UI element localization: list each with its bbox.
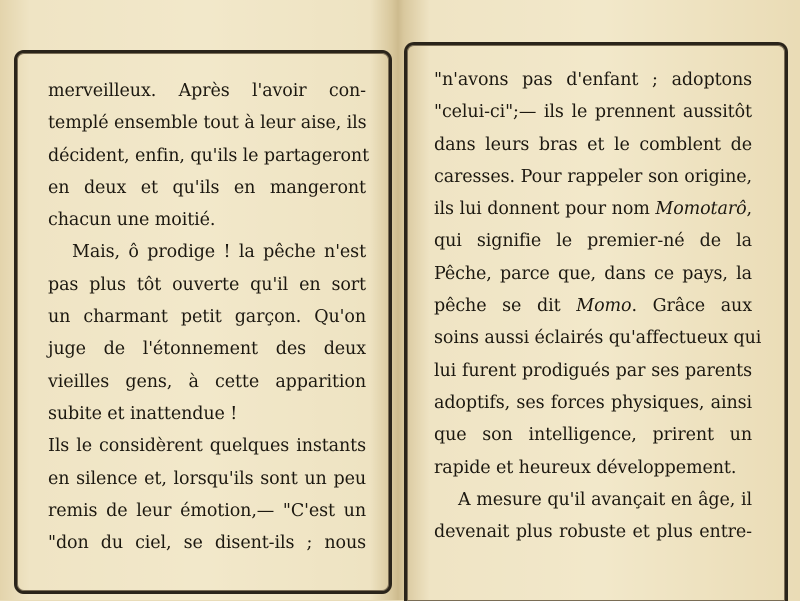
text-line: dans leurs bras et le comblent de: [434, 134, 752, 155]
text-line: en silence et, lorsqu'ils sont un peu: [48, 468, 366, 489]
text-line: pêche se dit Momo. Grâce aux: [434, 296, 752, 317]
text-line: soins aussi éclairés qu'affectueux qui: [434, 328, 762, 349]
text-line: chacun une moitié.: [48, 210, 216, 231]
text-line: devenait plus robuste et plus entre-: [434, 522, 752, 543]
text-line: "don du ciel, se disent-ils ; nous: [48, 533, 366, 554]
text-line: adoptifs, ses forces physiques, ainsi: [434, 392, 752, 413]
text-line: pas plus tôt ouverte qu'il en sort: [48, 274, 366, 295]
text-line: Ils le considèrent quelques instants: [48, 436, 366, 457]
text-line: remis de leur émotion,— "C'est un: [48, 500, 366, 521]
text-line: caresses. Pour rappeler son origine,: [434, 166, 752, 187]
text-line: en deux et qu'ils en mangeront: [48, 177, 366, 198]
text-line: merveilleux. Après l'avoir con-: [48, 81, 366, 101]
text-line: Pêche, parce que, dans ce pays, la: [434, 263, 752, 284]
left-page-text: [48, 75, 370, 559]
text-line: A mesure qu'il avançait en âge, il: [458, 489, 752, 510]
text-line: ils lui donnent pour nom Momotarô,: [434, 199, 752, 220]
text-line: un charmant petit garçon. Qu'on: [48, 307, 366, 328]
text-line: juge de l'étonnement des deux: [48, 339, 366, 360]
text-line: subite et inattendue !: [48, 403, 238, 424]
text-line: lui furent prodigués par ses parents: [434, 360, 752, 381]
right-page: [400, 0, 800, 600]
text-line: décident, enfin, qu'ils le partageront: [48, 145, 370, 166]
text-line: qui signifie le premier-né de la: [434, 231, 752, 252]
right-page-text: [434, 64, 762, 548]
text-line: Mais, ô prodige ! la pêche n'est: [72, 242, 366, 263]
text-line: "celui-ci";— ils le prennent aussitôt: [434, 102, 752, 123]
text-line: templé ensemble tout à leur aise, ils: [48, 113, 367, 134]
text-line: rapide et heureux développement.: [434, 457, 737, 478]
text-line: vieilles gens, à cette apparition: [48, 371, 366, 392]
left-page: [0, 0, 396, 600]
text-line: "n'avons pas d'enfant ; adoptons: [434, 70, 752, 90]
text-line: que son intelligence, prirent un: [434, 425, 752, 446]
